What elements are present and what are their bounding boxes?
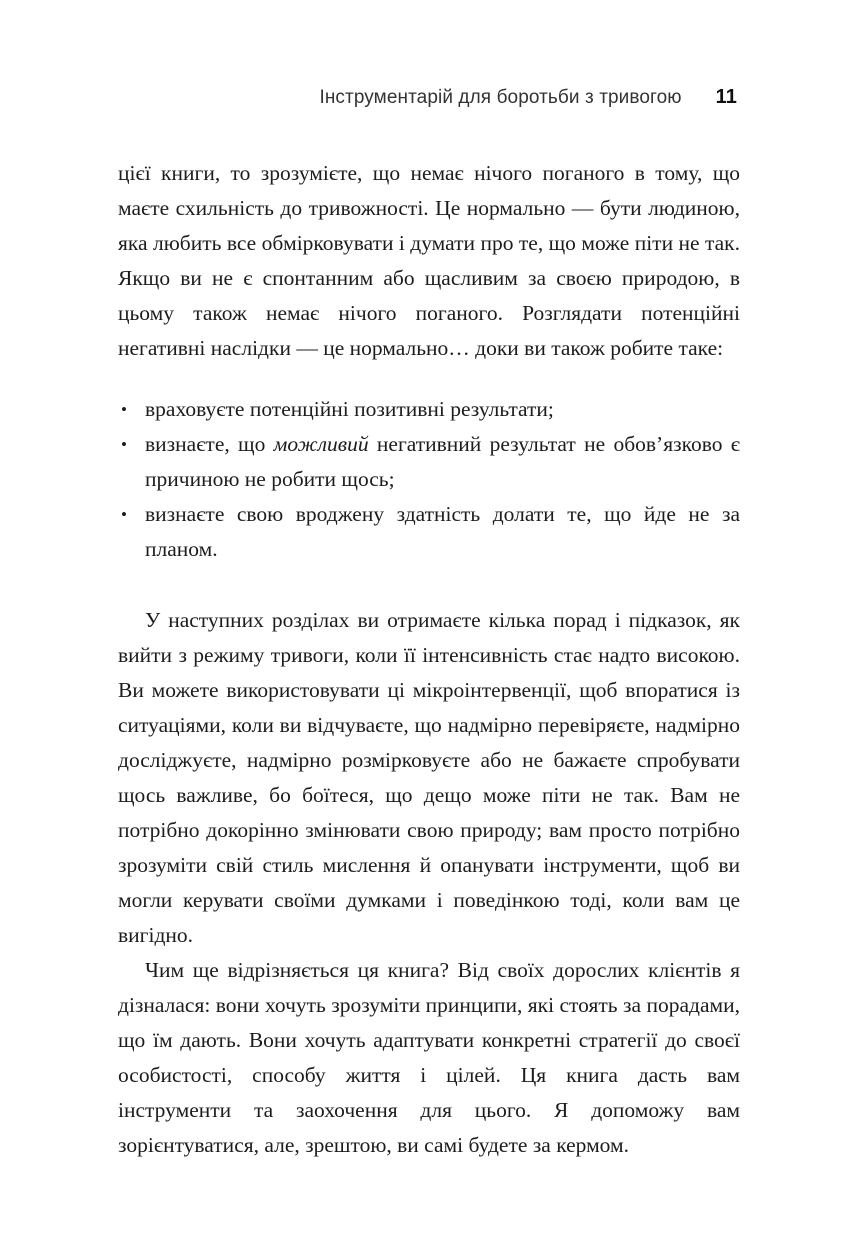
running-header: [0, 86, 737, 109]
paragraph: У наступних розділах ви отримаєте кілька порад і підказок, як вийти з режиму тривоги, коли її інтенсивність стає надто високою. Ви можете використовувати ці мікроінтервенції, щоб впоратися із ситуаціями, коли ви відчуваєте, що надмірно перевіряєте, надмірно досліджуєте, надмірно розмірковуєте або не бажаєте спробувати щось важливе, бо боїтеся, що дещо може піти не так. Вам не потрібно докорінно змінювати свою природу; вам просто потрібно зрозуміти свій стиль мислення й опанувати інструменти, щоб ви могли керувати своїми думками і поведінкою тоді, коли вам це вигідно.: [118, 608, 740, 947]
list-item-text-post: негативний результат не обов’язково є причиною не робити щось;: [145, 432, 740, 491]
paragraph-continuation: цієї книги, то зрозумієте, що немає нічого поганого в тому, що маєте схильність до тривожності. Це нормально — бути людиною, яка любить все обмірковувати і думати про те, що може піти не так. Якщо ви не є спонтанним або щасливим за своєю природою, в цьому також немає нічого поганого. Розглядати потенційні негативні наслідки — це нормально… доки ви також робите таке:: [118, 161, 740, 360]
list-item-text-pre: визнаєте свою вроджену здатність долати те, що йде не за планом.: [145, 502, 740, 561]
bullet-list: [118, 392, 740, 567]
list-item-text: [145, 427, 740, 497]
list-item-text: [145, 497, 740, 567]
paragraph: Чим ще відрізняється ця книга? Від своїх дорослих клієнтів я дізналася: вони хочуть зрозуміти принципи, які стоять за порадами, що їм дають. Вони хочуть адаптувати конкретні стратегії до своєї особистості, способу життя і цілей. Ця книга дасть вам інструменти та заохочення для цього. Я допоможу вам зорієнтуватися, але, зрештою, ви самі будете за кермом.: [118, 958, 740, 1157]
list-item-text: [145, 392, 740, 427]
bullet-icon: •: [121, 505, 127, 524]
page-body: [118, 156, 740, 1163]
bullet-icon: •: [121, 400, 127, 419]
list-item-text-pre: враховуєте потенційні позитивні результати;: [145, 397, 554, 421]
bullet-icon: •: [121, 435, 127, 454]
list-item-text-italic: можливий: [273, 432, 369, 456]
page-number: 11: [715, 86, 737, 108]
list-item-text-pre: визнаєте, що: [145, 432, 274, 456]
list-item: [118, 392, 740, 427]
list-item: [118, 497, 740, 567]
running-title: Інструментарій для боротьби з тривогою: [319, 87, 682, 108]
list-item: [118, 427, 740, 497]
